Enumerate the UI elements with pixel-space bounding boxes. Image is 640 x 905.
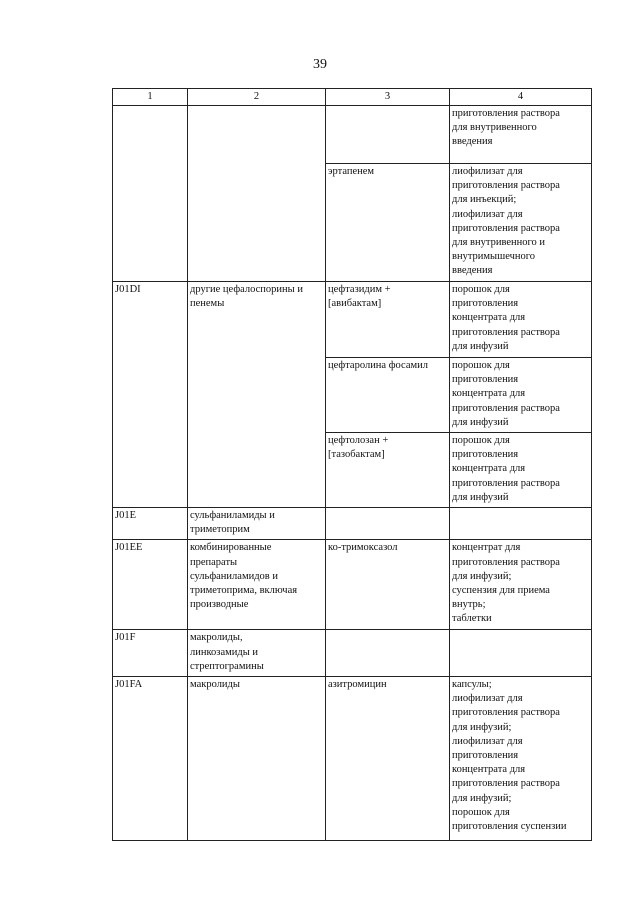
drug-cell [326,508,450,540]
dosage-form-cell: приготовления раствора для внутривенного введения [450,106,592,164]
dosage-form-cell: порошок для приготовления концентрата для приготовления раствора для инфузий [450,282,592,358]
table-row [113,508,592,540]
drug-cell [326,630,450,677]
drug-cell [326,106,450,164]
group-cell: макролиды [188,677,326,841]
group-cell: сульфаниламиды и триметоприм [188,508,326,540]
atc-code-cell: J01F [113,630,188,677]
atc-code-cell: J01DI [113,282,188,508]
dosage-form-cell [450,630,592,677]
dosage-form-cell: лиофилизат для приготовления раствора для инъекций; лиофилизат для приготовления раствора для внутривенного и внутримышечного введения [450,164,592,282]
dosage-form-cell: концентрат для приготовления раствора для инфузий; суспензия для приема внутрь; таблетки [450,540,592,630]
drug-cell: цефтаролина фосамил [326,358,450,433]
table-header-row [113,89,592,106]
column-header-1: 1 [113,89,188,106]
drug-table [112,88,592,841]
atc-code-cell: J01EE [113,540,188,630]
drug-cell: цефтолозан + [тазобактам] [326,433,450,508]
atc-code-cell: J01E [113,508,188,540]
dosage-form-cell: капсулы; лиофилизат для приготовления раствора для инфузий; лиофилизат для приготовления концентрата для приготовления раствора для инфузий; порошок для приготовления суспензии [450,677,592,841]
page-number: 39 [313,57,327,72]
table-row [113,106,592,164]
column-header-3: 3 [326,89,450,106]
table-row [113,282,592,358]
group-cell [188,106,326,282]
column-header-4: 4 [450,89,592,106]
drug-cell: эртапенем [326,164,450,282]
drug-cell: ко-тримоксазол [326,540,450,630]
table-row [113,630,592,677]
atc-code-cell [113,106,188,282]
table-row [113,540,592,630]
group-cell: макролиды, линкозамиды и стрептограмины [188,630,326,677]
dosage-form-cell [450,508,592,540]
atc-code-cell: J01FA [113,677,188,841]
group-cell: другие цефалоспорины и пенемы [188,282,326,508]
dosage-form-cell: порошок для приготовления концентрата для приготовления раствора для инфузий [450,433,592,508]
group-cell: комбинированные препараты сульфаниламидов и триметоприма, включая производные [188,540,326,630]
dosage-form-cell: порошок для приготовления концентрата для приготовления раствора для инфузий [450,358,592,433]
column-header-2: 2 [188,89,326,106]
drug-cell: цефтазидим + [авибактам] [326,282,450,358]
table-row [113,677,592,841]
drug-cell: азитромицин [326,677,450,841]
